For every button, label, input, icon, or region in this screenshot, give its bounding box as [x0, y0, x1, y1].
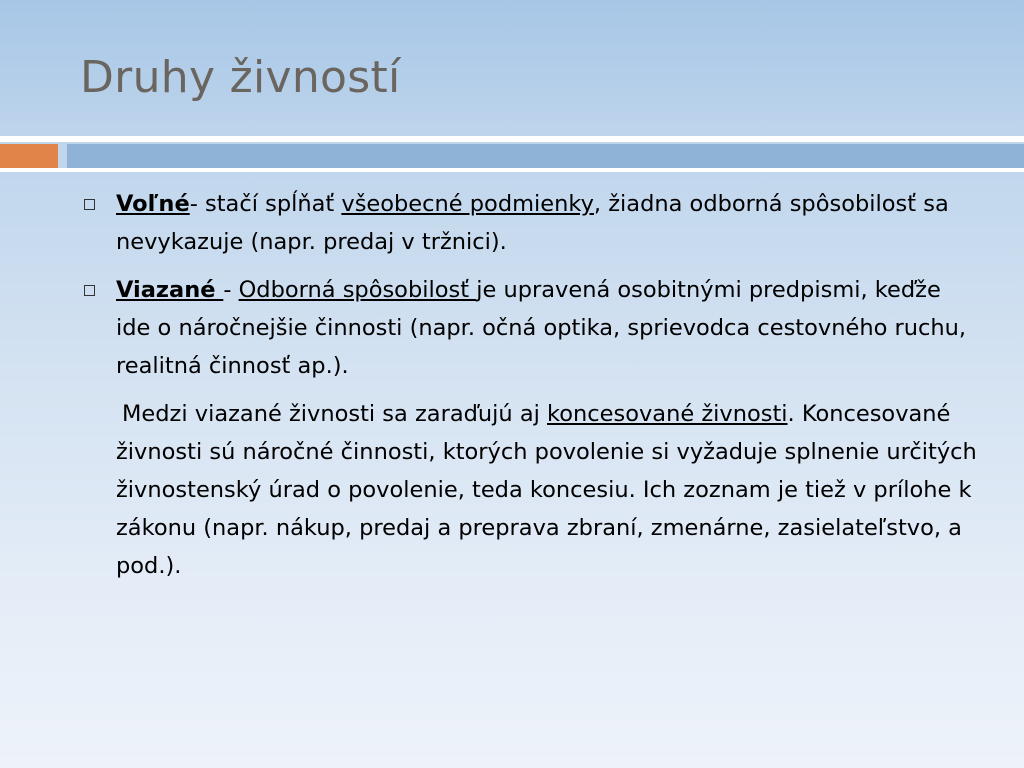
term-viazane: Viazané [116, 277, 224, 303]
item-text: je upravená osobitnými predpismi, keďže ide o náročnejšie činnosti (napr. očná optika, sprievodca cestovného ruchu, realitná činnosť ap.). [116, 277, 967, 379]
header-bar [67, 144, 1024, 168]
link-odborna-sposobilost[interactable]: Odborná spôsobilosť [238, 277, 477, 303]
slide-content [80, 185, 980, 585]
square-bullet-icon [84, 285, 95, 296]
paragraph-text-after: . Koncesované živnosti sú náročné činnosti, ktorých povolenie si vyžaduje splnenie určitých živnostenský úrad o povolenie, teda koncesiu. Ich zoznam je tiež v prílohe k zákonu (napr. nákup, predaj a preprava zbraní, zmenárne, zasielateľstvo, a pod.). [116, 401, 977, 579]
bar-divider [0, 168, 1024, 172]
bullet-item-viazane [80, 271, 980, 385]
square-bullet-icon [84, 199, 95, 210]
link-vseobecne-podmienky[interactable]: všeobecné podmienky [341, 191, 594, 217]
slide-title: Druhy živností [80, 52, 401, 103]
title-divider [0, 136, 1024, 142]
koncesovane-paragraph [80, 395, 980, 585]
item-separator: - stačí spĺňať [189, 191, 342, 217]
term-volne: Voľné [116, 191, 190, 217]
bullet-item-volne [80, 185, 980, 261]
accent-bar [0, 144, 58, 168]
link-koncesovane-zivnosti[interactable]: koncesované živnosti [547, 401, 788, 427]
item-text: , žiadna odborná spôsobilosť sa nevykazuje (napr. predaj v tržnici). [116, 191, 949, 255]
paragraph-text-before: Medzi viazané živnosti sa zaraďujú aj [122, 401, 548, 427]
item-separator: - [223, 277, 239, 303]
